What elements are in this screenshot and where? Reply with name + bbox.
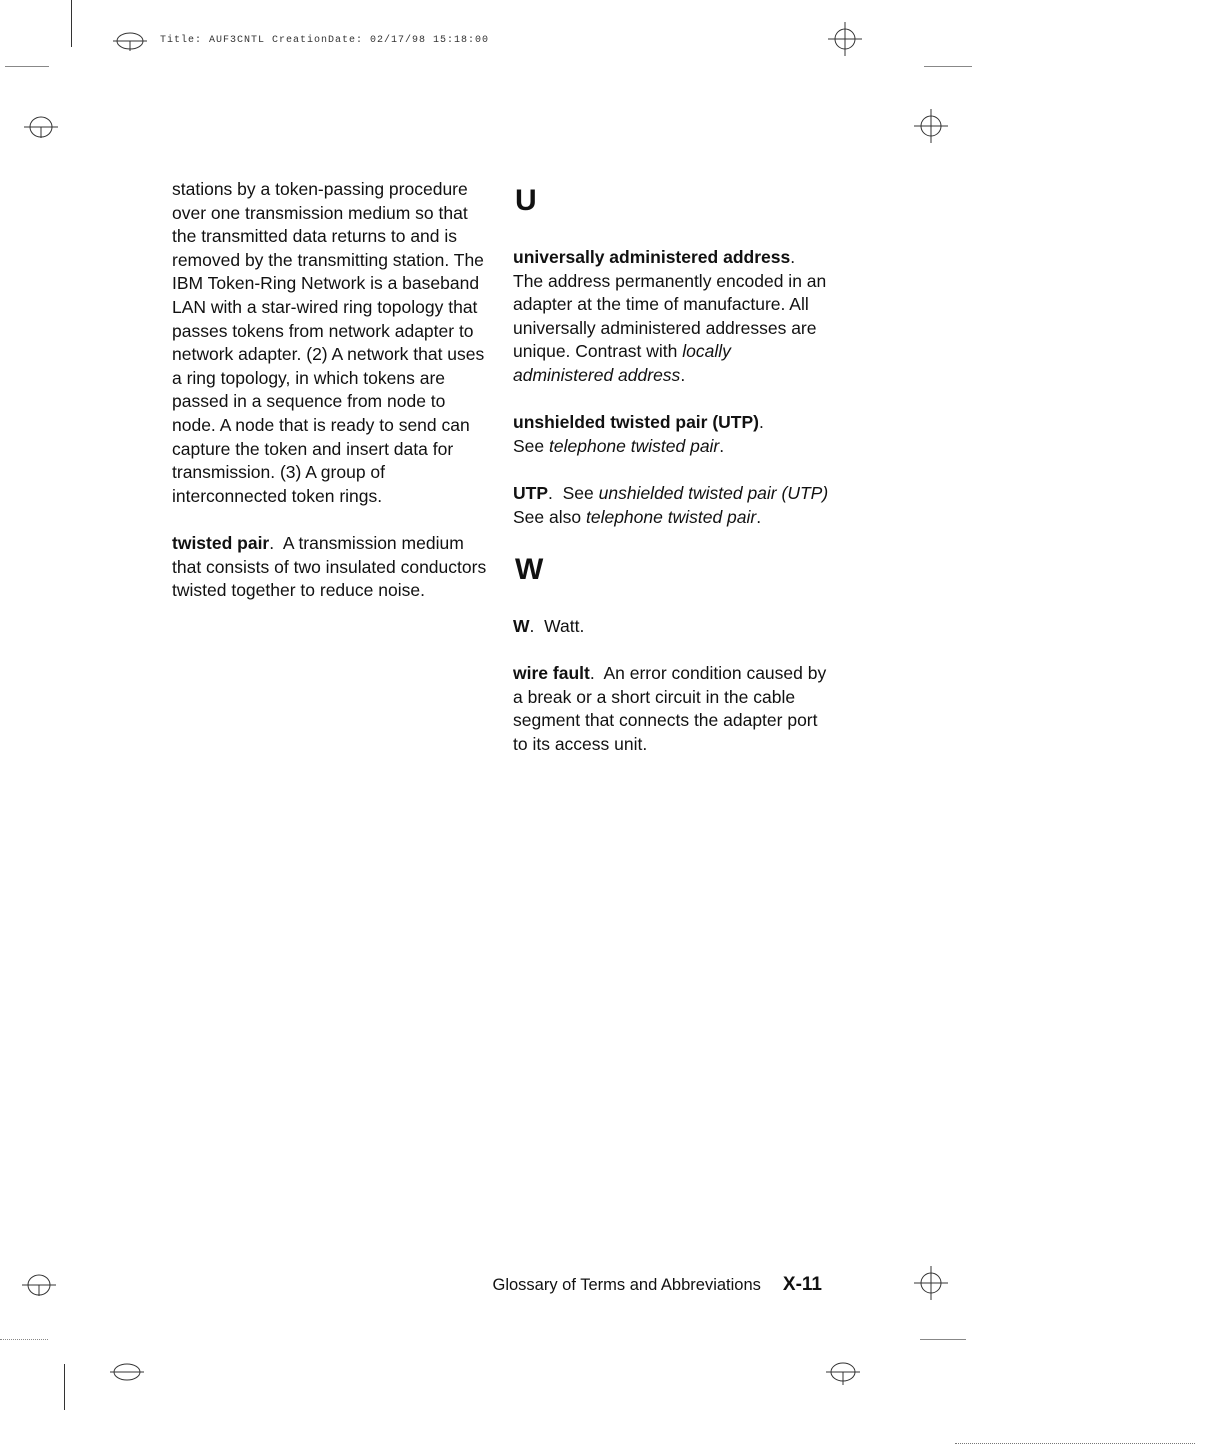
cross-reference: telephone twisted pair [549, 435, 720, 456]
crop-mark-top-left [71, 0, 72, 47]
crop-rule [924, 66, 972, 67]
term: twisted pair [172, 532, 270, 553]
glossary-entry-universally-administered-address: universally administered address. The address permanently encoded in an adapter at the time of manufacture. All universally administered addresses are unique. Contrast with locally administered address. [513, 247, 827, 385]
section-heading-w: W [515, 552, 544, 586]
section-heading-u: U [515, 184, 537, 217]
see-also-label: See also [513, 506, 582, 527]
definition: An error condition caused by a break or a short circuit in the cable segment that connects the adapter port to its access unit. [513, 662, 827, 754]
term: W [513, 615, 530, 636]
term: unshielded twisted pair (UTP) [513, 412, 759, 433]
footer-section-title: Glossary of Terms and Abbreviations [492, 1276, 761, 1294]
crop-rule [0, 1339, 48, 1340]
definition: The address permanently encoded in an adapter at the time of manufacture. All universally administered addresses are unique. Contrast with [513, 270, 827, 362]
term: wire fault [513, 662, 590, 683]
glossary-entry-w: W. Watt. [513, 615, 585, 636]
definition: A transmission medium that consists of two insulated conductors twisted together to reduce noise. [172, 532, 487, 601]
definition: Watt. [544, 615, 585, 636]
registration-mark-icon [24, 110, 58, 144]
term: universally administered address [513, 247, 791, 267]
term: UTP [513, 482, 548, 503]
page-footer [470, 1274, 822, 1296]
glossary-entry-wire-fault: wire fault. An error condition caused by a break or a short circuit in the cable segment that connects the adapter port to its access unit. [513, 662, 827, 754]
crop-mark-bottom-left [64, 1364, 65, 1410]
registration-mark-icon [914, 1266, 948, 1300]
registration-mark-icon [110, 1355, 144, 1389]
trim-dots [955, 1443, 1195, 1444]
registration-mark-icon [22, 1268, 56, 1302]
crop-rule [5, 66, 49, 67]
glossary-entry-unshielded-twisted-pair: unshielded twisted pair (UTP). See telephone twisted pair. [513, 412, 764, 456]
cross-reference: unshielded twisted pair (UTP) [598, 482, 829, 503]
registration-mark-icon [113, 24, 147, 58]
left-column [172, 178, 488, 626]
see-label: See [513, 435, 545, 456]
see-label: See [562, 482, 594, 503]
crop-rule [920, 1339, 966, 1340]
cross-reference: telephone twisted pair [585, 506, 757, 527]
cross-reference: locally administered address [513, 341, 731, 385]
registration-mark-icon [826, 1355, 860, 1389]
registration-mark-icon [828, 22, 862, 56]
right-column [513, 178, 833, 780]
token-ring-definition-continuation: stations by a token-passing procedure over one transmission medium so that the transmitted data returns to and is removed by the transmitting station. The IBM Token-Ring Network is a baseband LAN with a star-wired ring topology that passes tokens from network adapter to network adapter. (2) A network that uses a ring topology, in which tokens are passed in a sequence from node to node. A node that is ready to send can capture the token and insert data for transmission. (3) A group of interconnected token rings. [172, 179, 485, 506]
registration-mark-icon [914, 109, 948, 143]
glossary-entry-twisted-pair: twisted pair. A transmission medium that consists of two insulated conductors twisted together to reduce noise. [172, 532, 487, 601]
print-header: Title: AUF3CNTL CreationDate: 02/17/98 15:18:00 [160, 35, 490, 46]
page-number: X-11 [782, 1274, 822, 1295]
glossary-entry-utp: UTP. See unshielded twisted pair (UTP) See also telephone twisted pair. [513, 482, 829, 527]
